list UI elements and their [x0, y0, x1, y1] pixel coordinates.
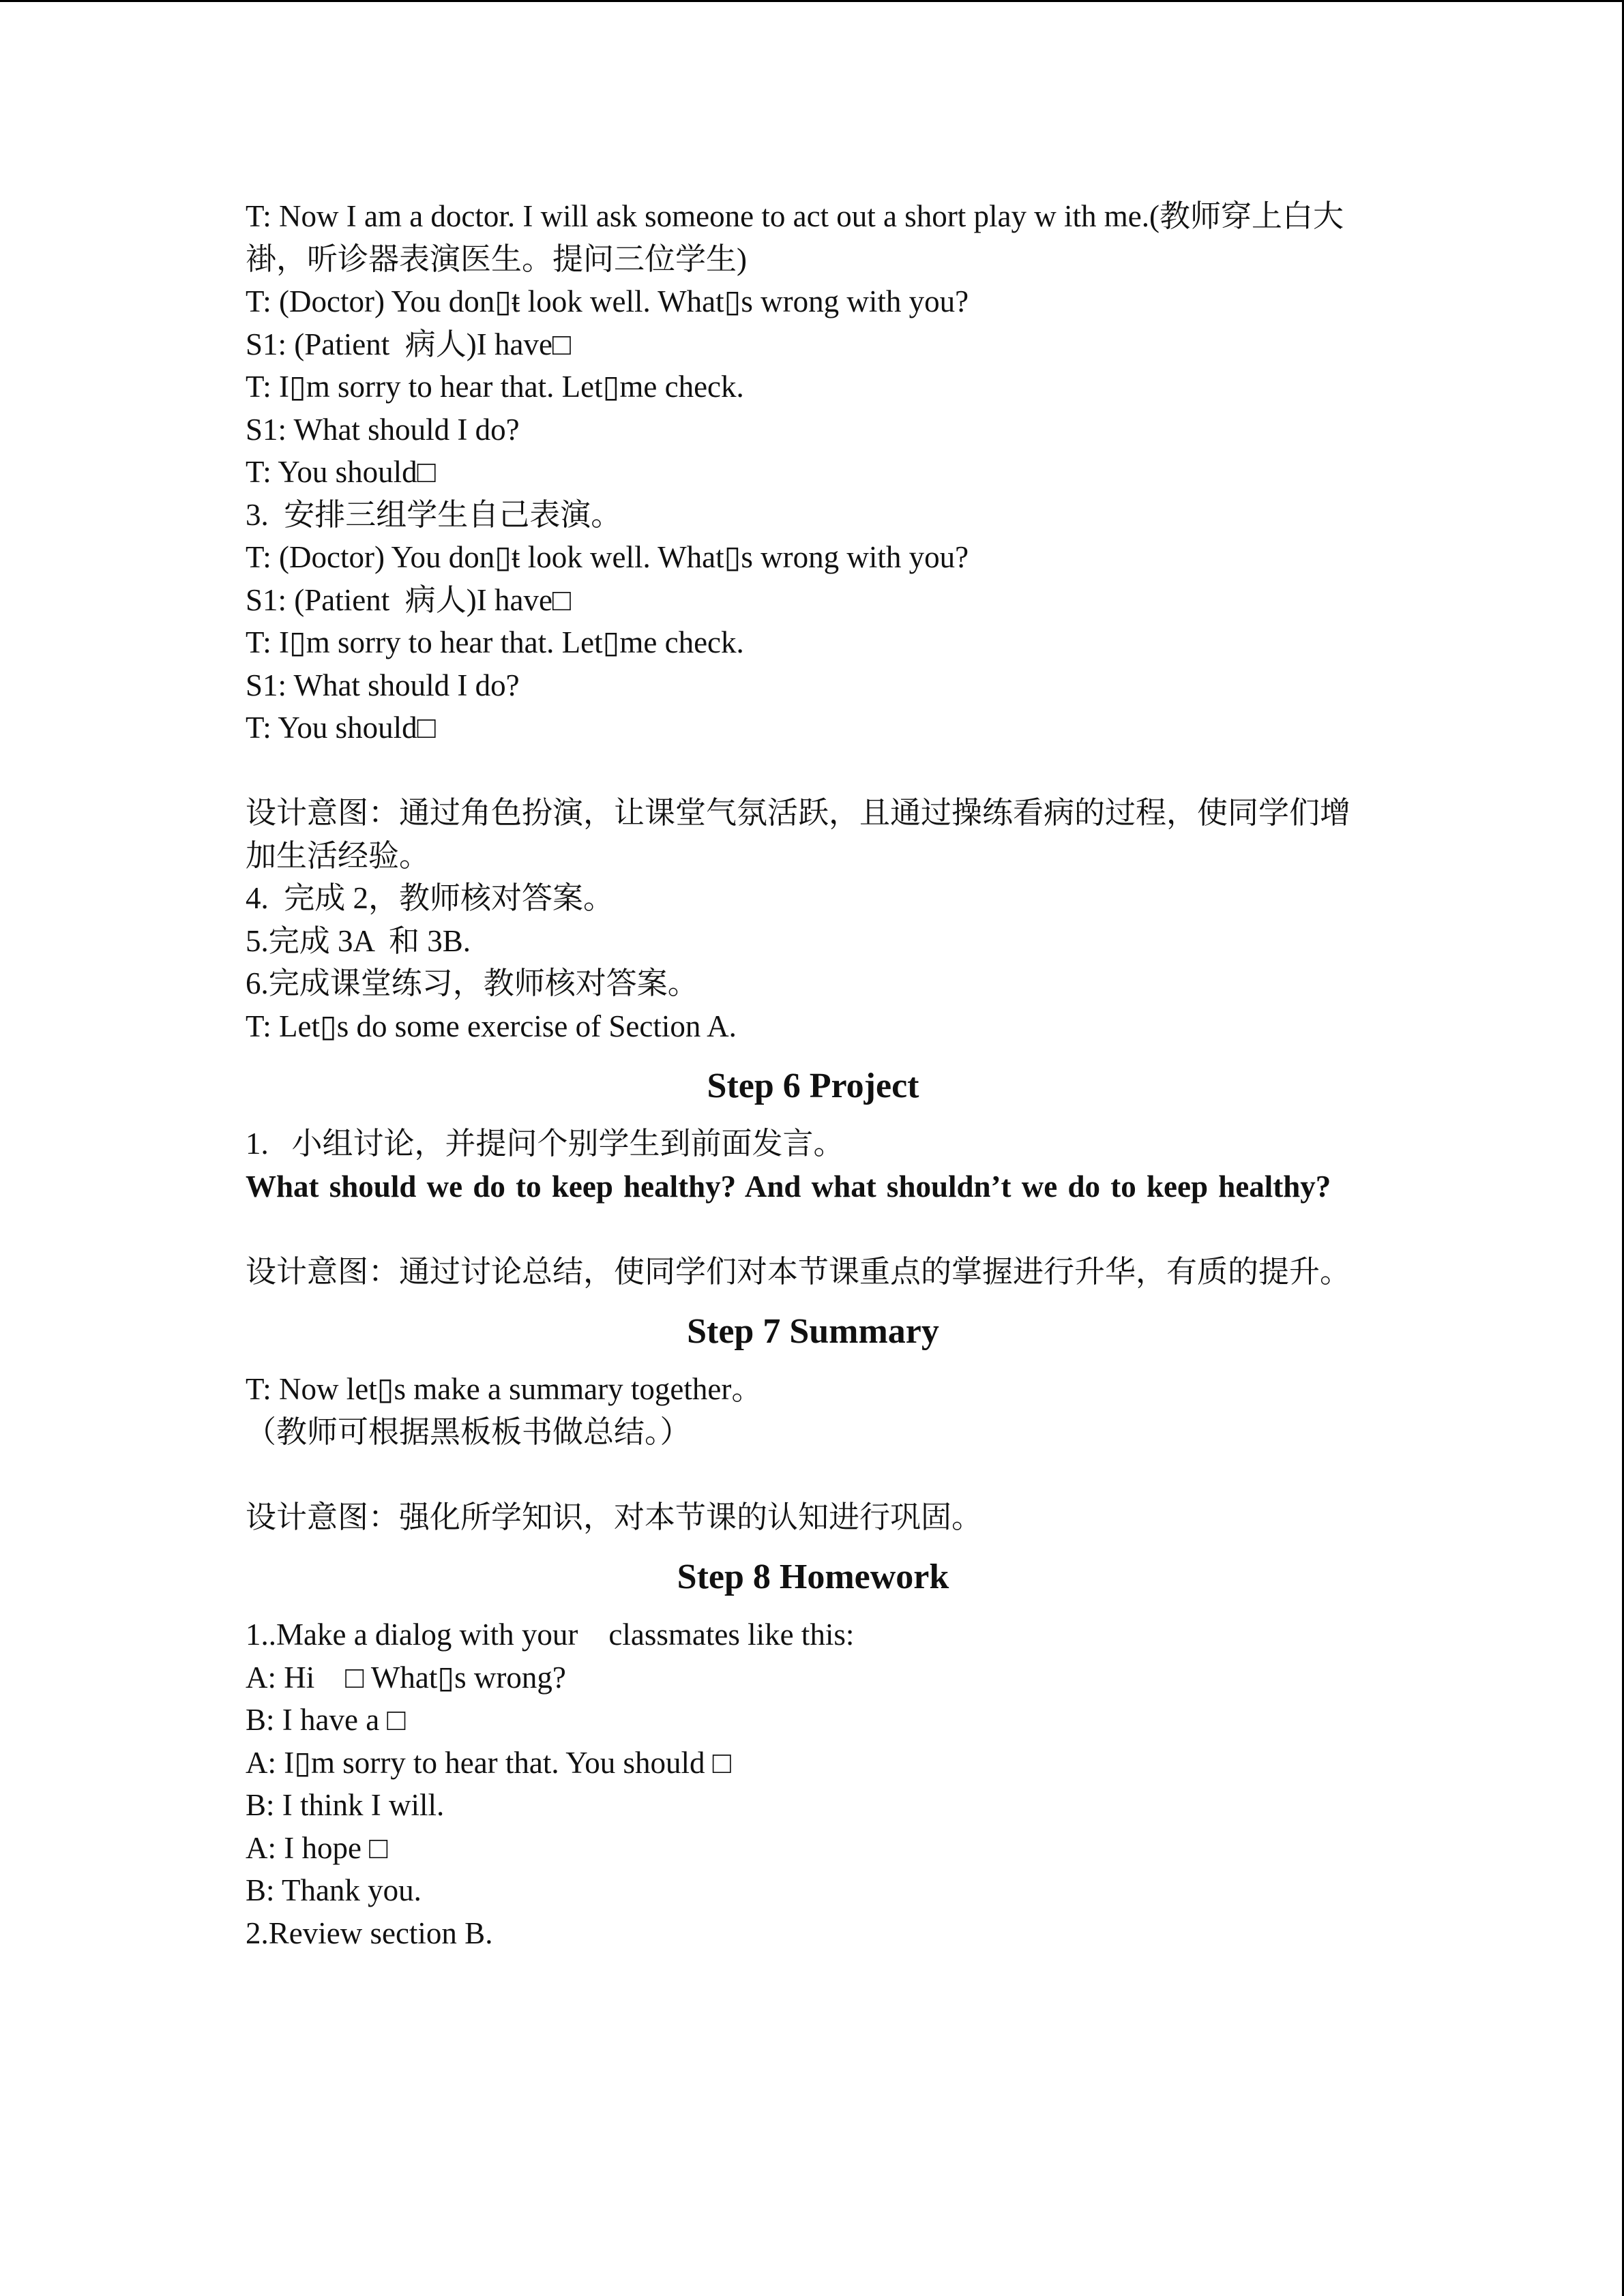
- dialog-line: T: (Doctor) You don▯ŧ look well. What▯s wrong with you?: [246, 540, 969, 574]
- step7-design-intent: 设计意图：强化所学知识，对本节课的认知进行巩固。: [246, 1500, 983, 1534]
- numbered-item-5: 5.完成 3A 和 3B.: [246, 923, 471, 958]
- homework-line: A: I hope □: [246, 1830, 388, 1865]
- document-page: [246, 195, 1381, 1954]
- step6-item-1: 1. 小组讨论，并提问个别学生到前面发言。: [246, 1127, 844, 1161]
- blank-line: [246, 1453, 1381, 1496]
- homework-line: A: I▯m sorry to hear that. You should □: [246, 1745, 731, 1780]
- homework-line: B: Thank you.: [246, 1873, 422, 1907]
- blank-line: [246, 749, 1381, 792]
- dialog-line: S1: (Patient 病人)I have□: [246, 327, 572, 361]
- numbered-item-3: 3. 安排三组学生自己表演。: [246, 497, 622, 532]
- dialog-line: S1: (Patient 病人)I have□: [246, 582, 572, 617]
- dialog-line: T: You should□: [246, 455, 436, 489]
- homework-line: 1..Make a dialog with your classmates like this:: [246, 1617, 855, 1652]
- homework-line: B: I think I will.: [246, 1788, 445, 1822]
- step8-heading: Step 8 Homework: [677, 1557, 949, 1596]
- blank-line: [246, 1208, 1381, 1251]
- doctor-intro-paragraph: T: Now I am a doctor. I will ask someone to act out a short play w ith me.(教师穿上白大褂，听诊器表演医生。提问三位学生): [246, 199, 1344, 276]
- step6-question: What should we do to keep healthy? And what shouldn’t we do to keep healthy?: [246, 1169, 1331, 1204]
- step7-line-1: T: Now let▯s make a summary together。: [246, 1372, 763, 1406]
- step7-heading: Step 7 Summary: [687, 1312, 939, 1351]
- step7-line-2: （教师可根据黑板板书做总结。）: [246, 1414, 691, 1449]
- numbered-item-4: 4. 完成 2，教师核对答案。: [246, 881, 615, 915]
- numbered-item-6: 6.完成课堂练习，教师核对答案。: [246, 966, 698, 1000]
- exercise-line: T: Let▯s do some exercise of Section A.: [246, 1009, 737, 1043]
- step6-heading: Step 6 Project: [707, 1067, 919, 1105]
- design-intent-paragraph: 设计意图：通过角色扮演，让课堂气氛活跃，且通过操练看病的过程，使同学们增加生活经验。: [246, 796, 1351, 873]
- homework-line: 2.Review section B.: [246, 1915, 493, 1950]
- homework-line: B: I have a □: [246, 1703, 406, 1737]
- dialog-line: T: (Doctor) You don▯ŧ look well. What▯s wrong with you?: [246, 284, 969, 318]
- dialog-line: S1: What should I do?: [246, 412, 520, 447]
- dialog-line: T: You should□: [246, 711, 436, 745]
- step6-design-intent: 设计意图：通过讨论总结，使同学们对本节课重点的掌握进行升华，有质的提升。: [246, 1254, 1351, 1289]
- homework-line: A: Hi □ What▯s wrong?: [246, 1660, 566, 1695]
- top-border-line: [0, 0, 1624, 2]
- dialog-line: S1: What should I do?: [246, 668, 520, 702]
- dialog-line: T: I▯m sorry to hear that. Let▯me check.: [246, 370, 744, 404]
- dialog-line: T: I▯m sorry to hear that. Let▯me check.: [246, 625, 744, 659]
